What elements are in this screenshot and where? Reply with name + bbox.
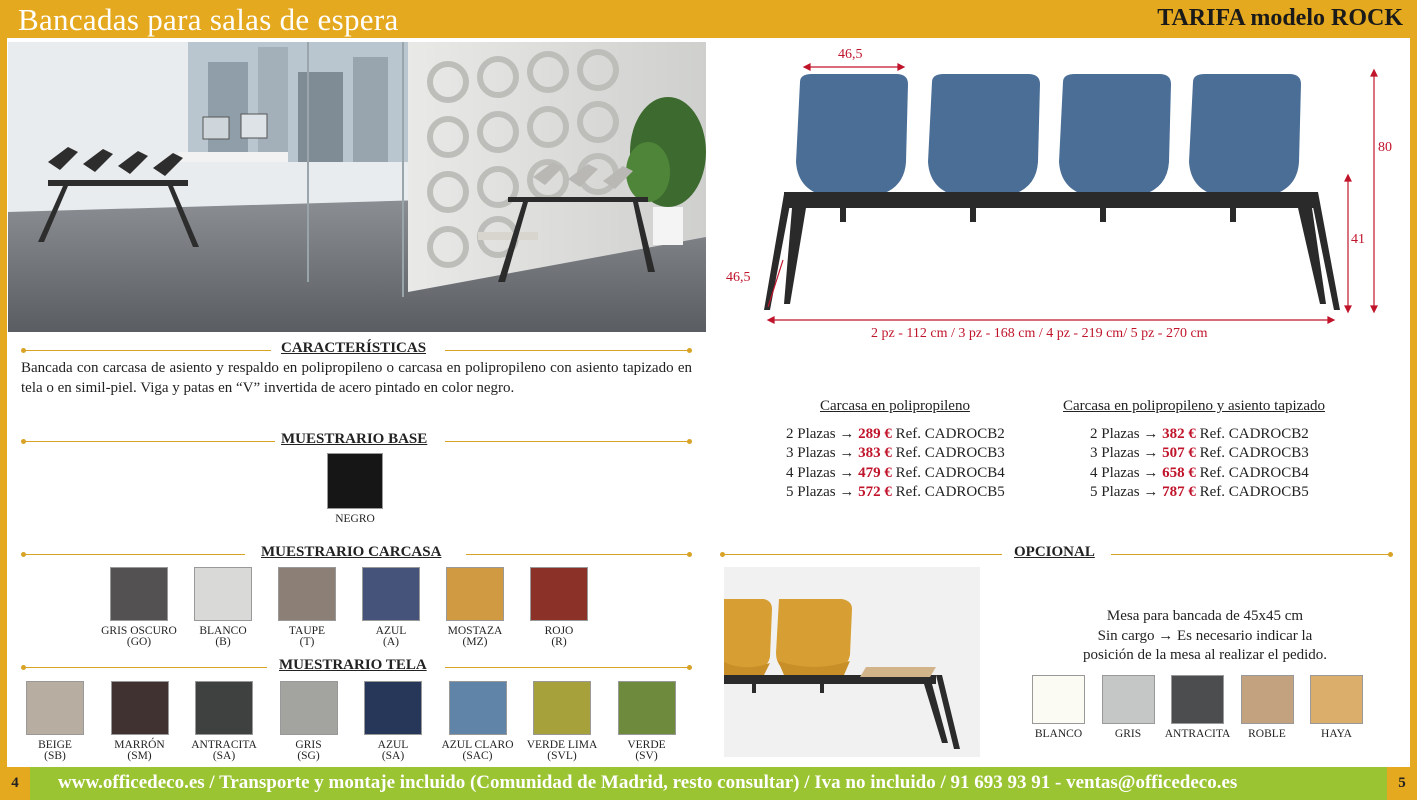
right-frame [1410,38,1417,767]
color-chip [1102,675,1155,724]
page-number-right: 5 [1387,767,1417,800]
swatch-label: HAYA [1321,728,1352,740]
shell-samples-title: MUESTRARIO CARCASA [261,544,442,560]
base-swatch-negro [323,453,387,525]
divider-line [466,554,690,555]
divider-line [23,667,267,668]
price-value: 658 € [1162,464,1196,481]
seats-label: 3 Plazas → [1090,445,1159,461]
swatch-code: (A) [383,636,399,648]
color-chip [362,567,420,621]
optional-description [1030,607,1380,666]
divider-line [722,554,1002,555]
color-chip [364,681,422,735]
seat-width-label: 46,5 [838,47,863,62]
color-chip [195,681,253,735]
color-chip [278,567,336,621]
color-chip [446,567,504,621]
bench-drawing [720,42,1410,342]
reference-code: Ref. CADROCB5 [1199,484,1309,500]
fabric-samples-title: MUESTRARIO TELA [279,657,427,673]
price-value: 289 € [858,425,892,442]
color-chip [26,681,84,735]
color-chip [327,453,383,509]
page-number-left: 4 [0,767,30,800]
waiting-room-photo [8,42,706,332]
swatch-label: AZUL CLARO [441,739,514,751]
price-table-polypropylene [786,397,1005,503]
swatch-code: (T) [299,636,315,648]
footer-contact: www.officedeco.es / Transporte y montaje incluido (Comunidad de Madrid, resto consultar) / Iva no incluido / 91 693 93 91 - ventas@officedeco.es [58,772,1238,793]
swatch-label: AZUL [375,625,407,637]
swatch-code: (SAC) [462,750,493,762]
swatch-label: BEIGE [38,739,72,751]
swatch-label: GRIS OSCURO [101,625,177,637]
swatch-label: GRIS [1114,728,1142,740]
swatch-code: (SV) [635,750,658,762]
swatch-beige [11,681,99,762]
swatch-label: MARRÓN [114,739,165,751]
reference-code: Ref. CADROCB3 [895,445,1005,461]
swatch-gris-oscuro [95,567,183,648]
reference-code: Ref. CADROCB2 [895,425,1005,442]
swatch-rojo [515,567,603,648]
footer-bar [0,767,1417,800]
swatch-code: (B) [215,636,231,648]
seat-height-label: 41 [1351,232,1365,247]
color-chip [1171,675,1224,724]
price-value: 572 € [858,484,892,500]
color-chip [1032,675,1085,724]
divider-line [23,554,245,555]
swatch-label: VERDE LIMA [526,739,598,751]
divider-line [445,667,690,668]
swatch-verde-lima [518,681,606,762]
depth-label: 46,5 [726,270,751,285]
seats-label: 5 Plazas → [786,484,855,500]
divider-line [445,441,690,442]
characteristics-text: Bancada con carcasa de asiento y respaldo en polipropileno o carcasa en polipropileno con asiento tapizado en tela o en simil-piel. Viga y patas en “V” invertida de acero pintado en color negro. [21,360,692,396]
swatch-code: (R) [551,636,567,648]
swatch-label: ANTRACITA [1164,728,1231,740]
bench-frame [764,192,1340,310]
price-row [1090,444,1325,464]
swatch-taupe [263,567,351,648]
swatch-azul [349,681,437,762]
seats-label: 5 Plazas → [1090,484,1159,500]
swatch-label: GRIS [295,739,322,751]
color-chip [280,681,338,735]
color-chip [530,567,588,621]
price-row [786,425,1005,445]
swatch-label: ROJO [544,625,574,637]
swatch-code: (SM) [127,750,152,762]
lengths-label: 2 pz - 112 cm / 3 pz - 168 cm / 4 pz - 219 cm/ 5 pz - 270 cm [871,326,1208,341]
swatch-label: MOSTAZA [447,625,503,637]
swatch-label: VERDE [627,739,666,751]
divider-line [23,441,275,442]
color-chip [111,681,169,735]
characteristics-heading [21,340,692,360]
swatch-code: (SB) [44,750,66,762]
swatch-label: BLANCO [199,625,247,637]
bench-table-photo [724,567,980,757]
reference-code: Ref. CADROCB3 [1199,445,1309,461]
price-heading: Carcasa en polipropileno y asiento tapizado [1063,398,1325,414]
fabric-samples-heading [21,657,692,677]
price-row [1090,483,1325,503]
color-chip [618,681,676,735]
divider-line [1111,554,1391,555]
swatch-azul-claro [434,681,522,762]
characteristics-title: CARACTERÍSTICAS [281,340,427,356]
swatch-antracita [180,681,268,762]
seats-label: 2 Plazas → [786,425,855,442]
divider-line [445,350,690,351]
price-row [786,483,1005,503]
swatch-code: (SA) [212,750,236,762]
reference-code: Ref. CADROCB4 [1199,464,1309,481]
swatch-label: TAUPE [288,625,326,637]
color-chip [449,681,507,735]
optional-heading [720,544,1393,564]
page-title: Bancadas para salas de espera [18,2,399,37]
bench-seats [796,74,1301,197]
swatch-code: (SA) [381,750,405,762]
seats-label: 3 Plazas → [786,445,855,461]
color-chip [1310,675,1363,724]
swatch-code: (MZ) [462,636,488,648]
header-bar [0,0,1417,38]
price-row [1090,464,1325,484]
price-value: 382 € [1162,425,1196,442]
seats-label: 4 Plazas → [1090,464,1159,481]
swatch-label: BLANCO [1034,728,1083,740]
color-chip [110,567,168,621]
shell-samples-heading [21,544,692,564]
color-chip [194,567,252,621]
base-samples-title: MUESTRARIO BASE [281,431,428,447]
optional-title: OPCIONAL [1014,544,1095,560]
swatch-code: (SVL) [547,750,577,762]
reference-code: Ref. CADROCB4 [895,464,1005,481]
divider-line [23,350,271,351]
color-chip [1241,675,1294,724]
swatch-mostaza [431,567,519,648]
swatch-label: ROBLE [1248,728,1286,740]
swatch-code: (GO) [126,636,152,648]
total-height-label: 80 [1378,140,1392,155]
reference-code: Ref. CADROCB5 [895,484,1005,500]
price-value: 507 € [1162,445,1196,461]
optional-line-3: posición de la mesa al realizar el pedido. [1082,647,1328,663]
price-row [786,444,1005,464]
swatch-label: AZUL [377,739,409,751]
swatch-code: (SG) [297,750,320,762]
optional-line-1: Mesa para bancada de 45x45 cm [1106,608,1304,624]
price-row [1090,425,1325,445]
price-row [786,464,1005,484]
swatch-label: ANTRACITA [191,739,257,751]
tariff-title: TARIFA modelo ROCK [1157,5,1403,31]
price-heading: Carcasa en polipropileno [820,398,970,414]
price-value: 479 € [858,464,892,481]
price-value: 787 € [1162,484,1196,500]
seats-label: 4 Plazas → [786,464,855,481]
price-table-upholstered [1063,397,1325,503]
swatch-haya [1295,675,1378,740]
base-samples-heading [21,431,692,451]
swatch-gris [265,681,353,762]
seats-label: 2 Plazas → [1090,425,1159,442]
swatch-label: NEGRO [335,513,375,525]
swatch-marrón [96,681,184,762]
price-value: 383 € [858,445,892,461]
color-chip [533,681,591,735]
swatch-verde [603,681,691,762]
reference-code: Ref. CADROCB2 [1199,425,1309,442]
optional-line-2: Sin cargo → Es necesario indicar la [1097,627,1313,644]
swatch-blanco [179,567,267,648]
left-frame [0,38,7,767]
swatch-azul [347,567,435,648]
